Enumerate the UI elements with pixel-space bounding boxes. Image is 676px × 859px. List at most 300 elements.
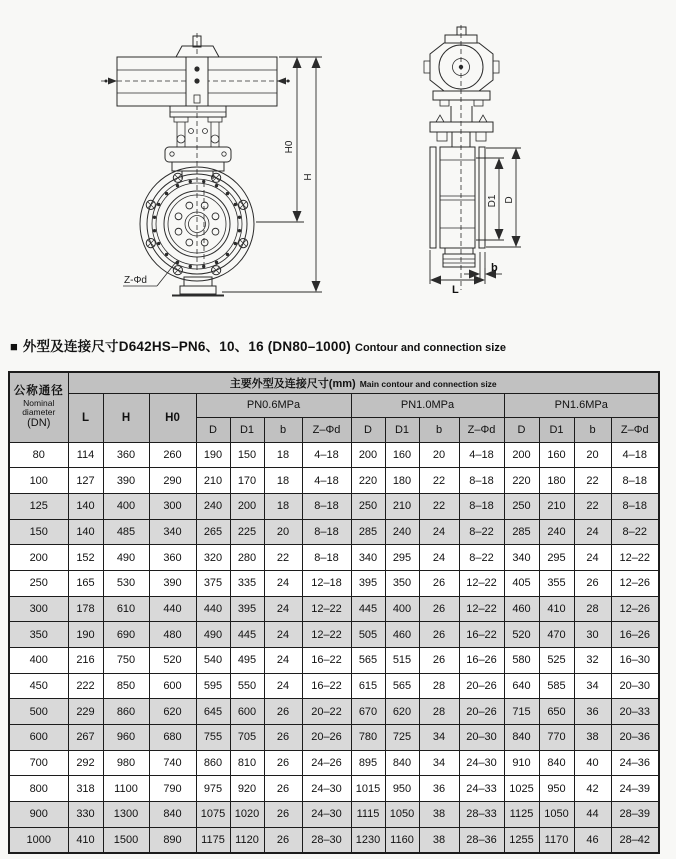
cell-value: 8–18 xyxy=(302,493,351,519)
cell-value: 525 xyxy=(539,648,574,674)
cell-value: 240 xyxy=(385,519,419,545)
table-row xyxy=(9,699,659,725)
cell-value: 28–30 xyxy=(302,827,351,853)
cell-value: 22 xyxy=(574,493,611,519)
cell-value: 26 xyxy=(264,802,302,828)
cell-value: 740 xyxy=(149,750,196,776)
cell-value: 285 xyxy=(351,519,385,545)
cell-value: 12–22 xyxy=(459,570,504,596)
cell-value: 318 xyxy=(68,776,103,802)
cell-value: 295 xyxy=(539,545,574,571)
cell-value: 390 xyxy=(103,468,149,494)
cell-value: 600 xyxy=(230,699,264,725)
header-pn16-b: b xyxy=(574,417,611,442)
cell-value: 200 xyxy=(504,442,539,468)
cell-value: 265 xyxy=(196,519,230,545)
cell-value: 8–18 xyxy=(459,493,504,519)
table-row xyxy=(9,648,659,674)
cell-value: 490 xyxy=(103,545,149,571)
cell-value: 22 xyxy=(419,468,459,494)
cell-value: 250 xyxy=(351,493,385,519)
cell-value: 229 xyxy=(68,699,103,725)
cell-value: 340 xyxy=(149,519,196,545)
square-bullet-icon: ■ xyxy=(10,339,18,354)
cell-value: 360 xyxy=(103,442,149,468)
cell-value: 690 xyxy=(103,622,149,648)
header-pn06-b: b xyxy=(264,417,302,442)
header-pn16: PN1.6MPa xyxy=(504,393,659,417)
header-pn16-D: D xyxy=(504,417,539,442)
cell-value: 28–36 xyxy=(459,827,504,853)
cell-value: 335 xyxy=(230,570,264,596)
cell-value: 26 xyxy=(264,750,302,776)
cell-value: 20–33 xyxy=(611,699,659,725)
cell-value: 32 xyxy=(574,648,611,674)
table-row xyxy=(9,442,659,468)
cell-value: 38 xyxy=(574,725,611,751)
cell-value: 24–30 xyxy=(459,750,504,776)
cell-value: 24 xyxy=(264,673,302,699)
d1-dimension-label: D1 xyxy=(487,194,498,208)
cell-value: 340 xyxy=(504,545,539,571)
cell-value: 24–39 xyxy=(611,776,659,802)
cell-value: 280 xyxy=(230,545,264,571)
header-pn06-Zd: Z–Φd xyxy=(302,417,351,442)
table-row xyxy=(9,468,659,494)
cell-value: 705 xyxy=(230,725,264,751)
cell-dn: 800 xyxy=(9,776,68,802)
table-row xyxy=(9,570,659,596)
cell-value: 565 xyxy=(385,673,419,699)
cell-value: 1300 xyxy=(103,802,149,828)
cell-value: 920 xyxy=(230,776,264,802)
section-title-zh: 外型及连接尺寸D642HS–PN6、10、16 (DN80–1000) xyxy=(22,339,351,354)
cell-value: 8–18 xyxy=(611,493,659,519)
cell-value: 250 xyxy=(504,493,539,519)
cell-value: 495 xyxy=(230,648,264,674)
cell-value: 405 xyxy=(504,570,539,596)
cell-value: 1115 xyxy=(351,802,385,828)
l-dimension-label: L xyxy=(452,284,459,296)
cell-value: 1050 xyxy=(539,802,574,828)
cell-value: 200 xyxy=(230,493,264,519)
cell-value: 725 xyxy=(385,725,419,751)
cell-value: 180 xyxy=(385,468,419,494)
cell-dn: 350 xyxy=(9,622,68,648)
cell-value: 24–36 xyxy=(611,750,659,776)
cell-value: 38 xyxy=(419,802,459,828)
cell-value: 480 xyxy=(149,622,196,648)
cell-value: 16–22 xyxy=(459,622,504,648)
cell-value: 24–30 xyxy=(302,776,351,802)
cell-value: 620 xyxy=(149,699,196,725)
cell-value: 216 xyxy=(68,648,103,674)
table-row xyxy=(9,776,659,802)
cell-value: 505 xyxy=(351,622,385,648)
cell-value: 285 xyxy=(504,519,539,545)
cell-value: 615 xyxy=(351,673,385,699)
cell-value: 26 xyxy=(264,827,302,853)
cell-value: 645 xyxy=(196,699,230,725)
cell-value: 42 xyxy=(574,776,611,802)
cell-value: 565 xyxy=(351,648,385,674)
cell-value: 160 xyxy=(385,442,419,468)
cell-value: 210 xyxy=(196,468,230,494)
cell-value: 12–26 xyxy=(611,570,659,596)
cell-value: 180 xyxy=(539,468,574,494)
header-pn06-D: D xyxy=(196,417,230,442)
cell-value: 515 xyxy=(385,648,419,674)
cell-value: 28 xyxy=(419,673,459,699)
cell-value: 178 xyxy=(68,596,103,622)
cell-value: 20–26 xyxy=(459,673,504,699)
cell-value: 24 xyxy=(574,519,611,545)
cell-value: 20–30 xyxy=(459,725,504,751)
cell-value: 595 xyxy=(196,673,230,699)
cell-value: 8–18 xyxy=(302,519,351,545)
cell-value: 1500 xyxy=(103,827,149,853)
header-pn06-D1: D1 xyxy=(230,417,264,442)
cell-value: 8–18 xyxy=(611,468,659,494)
cell-dn: 250 xyxy=(9,570,68,596)
header-pn10-D1: D1 xyxy=(385,417,419,442)
cell-value: 34 xyxy=(419,725,459,751)
cell-value: 810 xyxy=(230,750,264,776)
header-L: L xyxy=(68,393,103,442)
header-main-dimensions xyxy=(68,372,659,393)
cell-value: 36 xyxy=(574,699,611,725)
cell-value: 16–22 xyxy=(302,673,351,699)
cell-value: 222 xyxy=(68,673,103,699)
cell-value: 895 xyxy=(351,750,385,776)
cell-value: 400 xyxy=(385,596,419,622)
cell-dn: 500 xyxy=(9,699,68,725)
cell-value: 1230 xyxy=(351,827,385,853)
cell-value: 410 xyxy=(68,827,103,853)
cell-value: 790 xyxy=(149,776,196,802)
cell-value: 12–22 xyxy=(302,622,351,648)
valve-technical-drawing xyxy=(0,0,676,334)
nominal-diameter-en1: Nominal xyxy=(23,398,55,409)
cell-value: 20–30 xyxy=(611,673,659,699)
section-title xyxy=(10,335,506,355)
cell-value: 1125 xyxy=(504,802,539,828)
cell-value: 165 xyxy=(68,570,103,596)
cell-value: 28–33 xyxy=(459,802,504,828)
cell-value: 400 xyxy=(103,493,149,519)
cell-value: 240 xyxy=(539,519,574,545)
cell-value: 1025 xyxy=(504,776,539,802)
cell-value: 22 xyxy=(264,545,302,571)
cell-value: 170 xyxy=(230,468,264,494)
cell-value: 950 xyxy=(385,776,419,802)
b-dimension-label: b xyxy=(491,262,498,274)
cell-value: 850 xyxy=(103,673,149,699)
cell-value: 20–22 xyxy=(302,699,351,725)
cell-value: 24 xyxy=(574,545,611,571)
cell-value: 490 xyxy=(196,622,230,648)
cell-value: 975 xyxy=(196,776,230,802)
cell-value: 160 xyxy=(539,442,574,468)
cell-dn: 450 xyxy=(9,673,68,699)
cell-value: 8–18 xyxy=(459,468,504,494)
cell-value: 24 xyxy=(419,545,459,571)
h-dimension-label: H xyxy=(303,173,314,181)
cell-value: 585 xyxy=(539,673,574,699)
cell-value: 210 xyxy=(539,493,574,519)
cell-value: 240 xyxy=(196,493,230,519)
cell-value: 980 xyxy=(103,750,149,776)
cell-value: 210 xyxy=(385,493,419,519)
z-phi-d-label: Z-Φd xyxy=(124,275,147,286)
h0-dimension-label: H0 xyxy=(284,140,295,154)
cell-value: 290 xyxy=(149,468,196,494)
cell-value: 4–18 xyxy=(302,442,351,468)
cell-value: 330 xyxy=(68,802,103,828)
cell-value: 910 xyxy=(504,750,539,776)
cell-dn: 600 xyxy=(9,725,68,751)
cell-value: 395 xyxy=(351,570,385,596)
cell-value: 28–39 xyxy=(611,802,659,828)
cell-value: 24–33 xyxy=(459,776,504,802)
cell-value: 1015 xyxy=(351,776,385,802)
cell-value: 26 xyxy=(264,699,302,725)
cell-value: 650 xyxy=(539,699,574,725)
cell-value: 840 xyxy=(539,750,574,776)
cell-value: 4–18 xyxy=(302,468,351,494)
cell-value: 410 xyxy=(539,596,574,622)
section-title-en: Contour and connection size xyxy=(355,342,506,354)
cell-value: 640 xyxy=(504,673,539,699)
cell-value: 350 xyxy=(385,570,419,596)
cell-value: 12–22 xyxy=(611,545,659,571)
cell-value: 44 xyxy=(574,802,611,828)
cell-value: 360 xyxy=(149,545,196,571)
cell-value: 26 xyxy=(264,776,302,802)
header-pn16-Zd: Z–Φd xyxy=(611,417,659,442)
cell-value: 16–22 xyxy=(302,648,351,674)
cell-value: 340 xyxy=(351,545,385,571)
cell-value: 485 xyxy=(103,519,149,545)
cell-value: 1075 xyxy=(196,802,230,828)
cell-value: 8–22 xyxy=(459,545,504,571)
cell-value: 470 xyxy=(539,622,574,648)
cell-value: 24 xyxy=(264,570,302,596)
cell-value: 40 xyxy=(574,750,611,776)
cell-value: 1170 xyxy=(539,827,574,853)
cell-dn: 900 xyxy=(9,802,68,828)
cell-dn: 125 xyxy=(9,493,68,519)
front-view-drawing xyxy=(101,33,322,296)
cell-value: 860 xyxy=(196,750,230,776)
cell-value: 520 xyxy=(149,648,196,674)
cell-value: 620 xyxy=(385,699,419,725)
cell-value: 1160 xyxy=(385,827,419,853)
table-row xyxy=(9,519,659,545)
cell-value: 26 xyxy=(574,570,611,596)
cell-value: 267 xyxy=(68,725,103,751)
cell-value: 4–18 xyxy=(459,442,504,468)
cell-dn: 200 xyxy=(9,545,68,571)
header-pn10-b: b xyxy=(419,417,459,442)
cell-value: 320 xyxy=(196,545,230,571)
cell-value: 780 xyxy=(351,725,385,751)
dimensions-table xyxy=(8,371,660,854)
cell-value: 395 xyxy=(230,596,264,622)
cell-value: 26 xyxy=(264,725,302,751)
cell-value: 8–22 xyxy=(459,519,504,545)
cell-value: 300 xyxy=(149,493,196,519)
cell-value: 12–26 xyxy=(611,596,659,622)
cell-value: 26 xyxy=(419,622,459,648)
cell-value: 20 xyxy=(419,442,459,468)
cell-value: 1100 xyxy=(103,776,149,802)
cell-value: 355 xyxy=(539,570,574,596)
cell-value: 18 xyxy=(264,442,302,468)
cell-value: 150 xyxy=(230,442,264,468)
cell-value: 16–30 xyxy=(611,648,659,674)
main-header-zh: 主要外型及连接尺寸(mm) xyxy=(229,377,356,390)
cell-value: 530 xyxy=(103,570,149,596)
cell-value: 26 xyxy=(419,648,459,674)
header-pn06: PN0.6MPa xyxy=(196,393,351,417)
header-pn10-D: D xyxy=(351,417,385,442)
cell-value: 12–22 xyxy=(302,596,351,622)
table-row xyxy=(9,493,659,519)
cell-value: 34 xyxy=(419,750,459,776)
cell-dn: 300 xyxy=(9,596,68,622)
side-view-drawing xyxy=(424,25,521,296)
cell-value: 38 xyxy=(419,827,459,853)
table-row xyxy=(9,596,659,622)
cell-value: 36 xyxy=(419,776,459,802)
cell-dn: 150 xyxy=(9,519,68,545)
header-nominal-diameter xyxy=(9,372,68,442)
cell-value: 225 xyxy=(230,519,264,545)
table-row xyxy=(9,673,659,699)
table-row xyxy=(9,622,659,648)
cell-value: 220 xyxy=(504,468,539,494)
cell-value: 680 xyxy=(149,725,196,751)
cell-value: 445 xyxy=(230,622,264,648)
table-row xyxy=(9,827,659,853)
cell-value: 550 xyxy=(230,673,264,699)
cell-value: 140 xyxy=(68,519,103,545)
cell-value: 24 xyxy=(264,622,302,648)
cell-value: 770 xyxy=(539,725,574,751)
cell-value: 46 xyxy=(574,827,611,853)
cell-value: 1020 xyxy=(230,802,264,828)
cell-value: 375 xyxy=(196,570,230,596)
cell-value: 16–26 xyxy=(611,622,659,648)
header-pn10-Zd: Z–Φd xyxy=(459,417,504,442)
header-H0: H0 xyxy=(149,393,196,442)
cell-value: 860 xyxy=(103,699,149,725)
cell-value: 260 xyxy=(149,442,196,468)
cell-value: 16–26 xyxy=(459,648,504,674)
cell-value: 114 xyxy=(68,442,103,468)
nominal-diameter-dn: (DN) xyxy=(27,416,51,429)
table-row xyxy=(9,725,659,751)
cell-dn: 1000 xyxy=(9,827,68,853)
cell-value: 840 xyxy=(385,750,419,776)
table-body xyxy=(9,442,659,853)
header-pn10: PN1.0MPa xyxy=(351,393,504,417)
cell-value: 8–22 xyxy=(611,519,659,545)
cell-value: 292 xyxy=(68,750,103,776)
cell-value: 220 xyxy=(351,468,385,494)
cell-value: 610 xyxy=(103,596,149,622)
cell-value: 26 xyxy=(419,596,459,622)
cell-value: 20 xyxy=(574,442,611,468)
cell-value: 24 xyxy=(419,519,459,545)
cell-value: 22 xyxy=(574,468,611,494)
cell-dn: 80 xyxy=(9,442,68,468)
cell-value: 24 xyxy=(264,596,302,622)
cell-value: 840 xyxy=(149,802,196,828)
cell-value: 140 xyxy=(68,493,103,519)
cell-value: 1050 xyxy=(385,802,419,828)
cell-value: 18 xyxy=(264,493,302,519)
cell-value: 30 xyxy=(574,622,611,648)
cell-dn: 100 xyxy=(9,468,68,494)
table-row xyxy=(9,750,659,776)
cell-value: 580 xyxy=(504,648,539,674)
cell-value: 540 xyxy=(196,648,230,674)
cell-value: 445 xyxy=(351,596,385,622)
cell-value: 440 xyxy=(149,596,196,622)
cell-value: 460 xyxy=(504,596,539,622)
cell-value: 24–30 xyxy=(302,802,351,828)
cell-value: 840 xyxy=(504,725,539,751)
cell-value: 8–18 xyxy=(302,545,351,571)
cell-value: 4–18 xyxy=(611,442,659,468)
cell-value: 190 xyxy=(68,622,103,648)
cell-value: 127 xyxy=(68,468,103,494)
cell-value: 755 xyxy=(196,725,230,751)
cell-value: 200 xyxy=(351,442,385,468)
cell-value: 750 xyxy=(103,648,149,674)
cell-value: 20–26 xyxy=(459,699,504,725)
table-row xyxy=(9,802,659,828)
cell-value: 390 xyxy=(149,570,196,596)
cell-value: 24 xyxy=(264,648,302,674)
cell-value: 950 xyxy=(539,776,574,802)
nominal-diameter-zh: 公称通径 xyxy=(13,385,64,398)
cell-value: 20–36 xyxy=(611,725,659,751)
cell-value: 600 xyxy=(149,673,196,699)
cell-value: 1175 xyxy=(196,827,230,853)
cell-value: 22 xyxy=(419,493,459,519)
cell-dn: 400 xyxy=(9,648,68,674)
cell-value: 34 xyxy=(574,673,611,699)
d-dimension-label: D xyxy=(504,196,515,204)
header-H: H xyxy=(103,393,149,442)
cell-dn: 700 xyxy=(9,750,68,776)
cell-value: 1255 xyxy=(504,827,539,853)
cell-value: 12–22 xyxy=(459,596,504,622)
cell-value: 28–42 xyxy=(611,827,659,853)
cell-value: 152 xyxy=(68,545,103,571)
cell-value: 28 xyxy=(419,699,459,725)
nominal-diameter-en2: diameter xyxy=(22,407,56,417)
cell-value: 520 xyxy=(504,622,539,648)
cell-value: 670 xyxy=(351,699,385,725)
cell-value: 960 xyxy=(103,725,149,751)
cell-value: 190 xyxy=(196,442,230,468)
main-header-en: Main contour and connection size xyxy=(359,378,497,389)
cell-value: 1120 xyxy=(230,827,264,853)
